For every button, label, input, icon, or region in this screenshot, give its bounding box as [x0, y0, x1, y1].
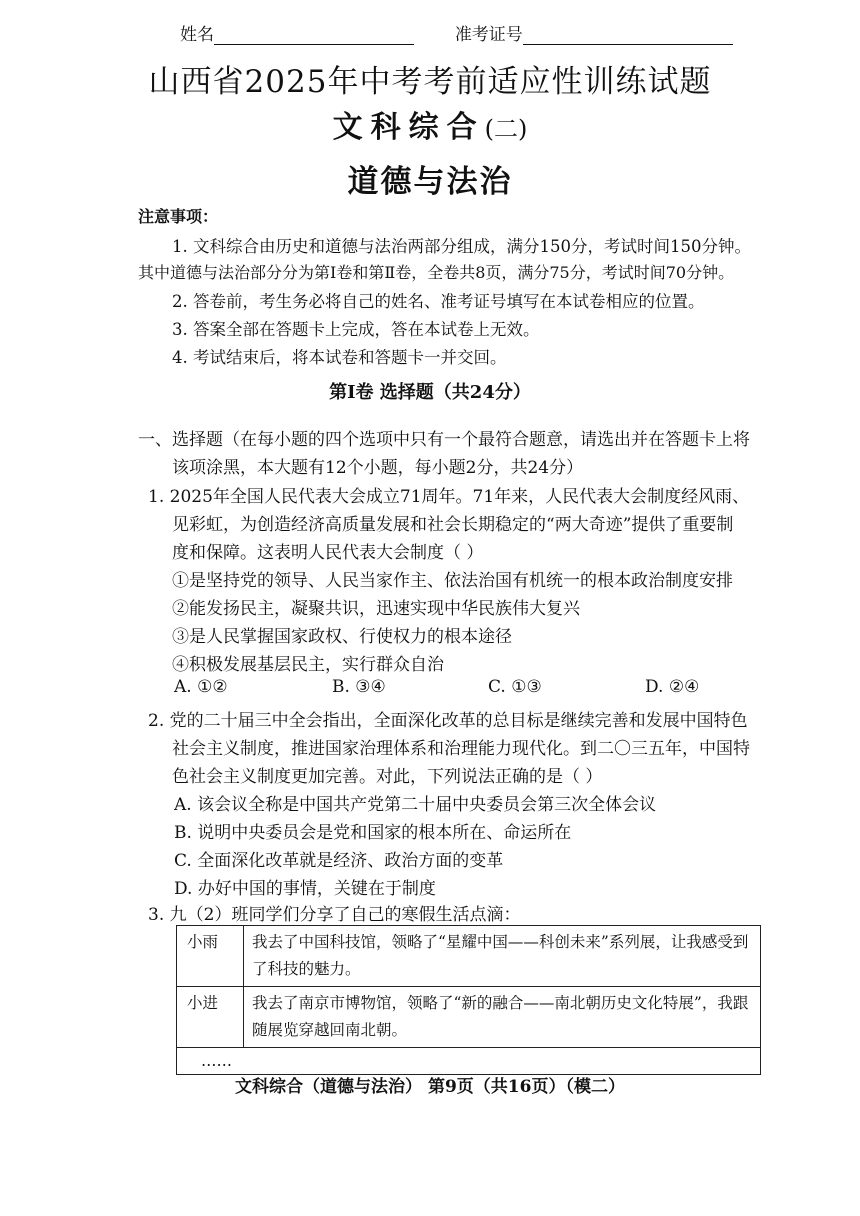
name-blank[interactable] [214, 26, 414, 45]
student-sharing: 我去了中国科技馆，领略了“星耀中国——科创未来”系列展，让我感受到了科技的魅力。 [244, 926, 761, 987]
q2-stem-line-2: 社会主义制度，推进国家治理体系和治理能力现代化。到二〇三五年，中国特 [172, 739, 750, 759]
notes-heading: 注意事项： [138, 207, 219, 226]
q2-stem-line-1: 2. 党的二十届三中全会指出，全面深化改革的总目标是继续完善和发展中国特色 [148, 711, 748, 731]
table-ellipsis: …… [177, 1048, 761, 1075]
subject-suffix: (二) [484, 115, 528, 143]
q1-option-a[interactable]: A. ①② [174, 677, 228, 697]
exam-number-blank[interactable] [523, 26, 733, 45]
q2-option-b[interactable]: B. 说明中央委员会是党和国家的根本所在、命运所在 [174, 823, 572, 843]
exam-number-label: 准考证号 [454, 25, 523, 45]
q1-stem-line-2: 见彩虹，为创造经济高质量发展和社会长期稳定的“两大奇迹”提供了重要制 [172, 515, 734, 535]
subject-title [0, 102, 860, 146]
table-row [177, 1048, 761, 1075]
q2-option-d[interactable]: D. 办好中国的事情，关键在于制度 [174, 879, 436, 899]
q1-statement-3: ③是人民掌握国家政权、行使权力的根本途径 [172, 627, 512, 647]
q2-stem-line-3: 色社会主义制度更加完善。对此，下列说法正确的是（ ） [172, 767, 603, 787]
note-item-1-line-1: 1. 文科综合由历史和道德与法治两部分组成，满分150分，考试时间150分钟。 [172, 237, 751, 256]
note-item-1-line-2: 其中道德与法治部分分为第Ⅰ卷和第Ⅱ卷，全卷共8页，满分75分，考试时间70分钟。 [138, 263, 735, 282]
q2-option-c[interactable]: C. 全面深化改革就是经济、政治方面的变革 [174, 851, 504, 871]
q1-statement-4: ④积极发展基层民主，实行群众自治 [172, 655, 444, 675]
student-name: 小进 [177, 987, 244, 1048]
name-label: 姓名 [180, 25, 214, 45]
q1-statement-2: ②能发扬民主，凝聚共识，迅速实现中华民族伟大复兴 [172, 599, 580, 619]
page-footer: 文科综合（道德与法治） 第9页（共16页）（模二） [235, 1077, 625, 1097]
note-item-4: 4. 考试结束后，将本试卷和答题卡一并交回。 [172, 348, 507, 367]
section-title: 第Ⅰ卷 选择题（共24分） [329, 382, 531, 403]
note-item-2: 2. 答卷前，考生务必将自己的姓名、准考证号填写在本试卷相应的位置。 [172, 292, 705, 311]
q1-stem-line-3: 度和保障。这表明人民代表大会制度（ ） [172, 543, 484, 563]
student-name: 小雨 [177, 926, 244, 987]
q3-sharing-table [176, 925, 761, 1075]
table-row [177, 926, 761, 987]
exam-title: 山西省2025年中考考前适应性训练试题 [148, 64, 712, 100]
q1-option-d[interactable]: D. ②④ [645, 677, 700, 697]
subject-name: 文科综合 [332, 110, 485, 145]
section-instruction-line-1: 一、选择题（在每小题的四个选项中只有一个最符合题意，请选出并在答题卡上将 [138, 430, 750, 450]
candidate-info-line [180, 20, 733, 45]
q1-statement-1: ①是坚持党的领导、人民当家作主、依法治国有机统一的根本政治制度安排 [172, 571, 733, 591]
q3-stem-line-1: 3. 九（2）班同学们分享了自己的寒假生活点滴： [148, 905, 521, 925]
q1-option-c[interactable]: C. ①③ [488, 677, 542, 697]
q1-stem-line-1: 1. 2025年全国人民代表大会成立71周年。71年来，人民代表大会制度经风雨、 [148, 487, 750, 507]
q1-option-b[interactable]: B. ③④ [332, 677, 386, 697]
note-item-3: 3. 答案全部在答题卡上完成，答在本试卷上无效。 [172, 320, 540, 339]
student-sharing: 我去了南京市博物馆，领略了“新的融合——南北朝历史文化特展”，我跟随展览穿越回南北朝。 [244, 987, 761, 1048]
q2-option-a[interactable]: A. 该会议全称是中国共产党第二十届中央委员会第三次全体会议 [174, 795, 657, 815]
table-row [177, 987, 761, 1048]
part-title: 道德与法治 [347, 164, 513, 200]
section-instruction-line-2: 该项涂黑，本大题有12个小题，每小题2分，共24分） [172, 458, 584, 478]
